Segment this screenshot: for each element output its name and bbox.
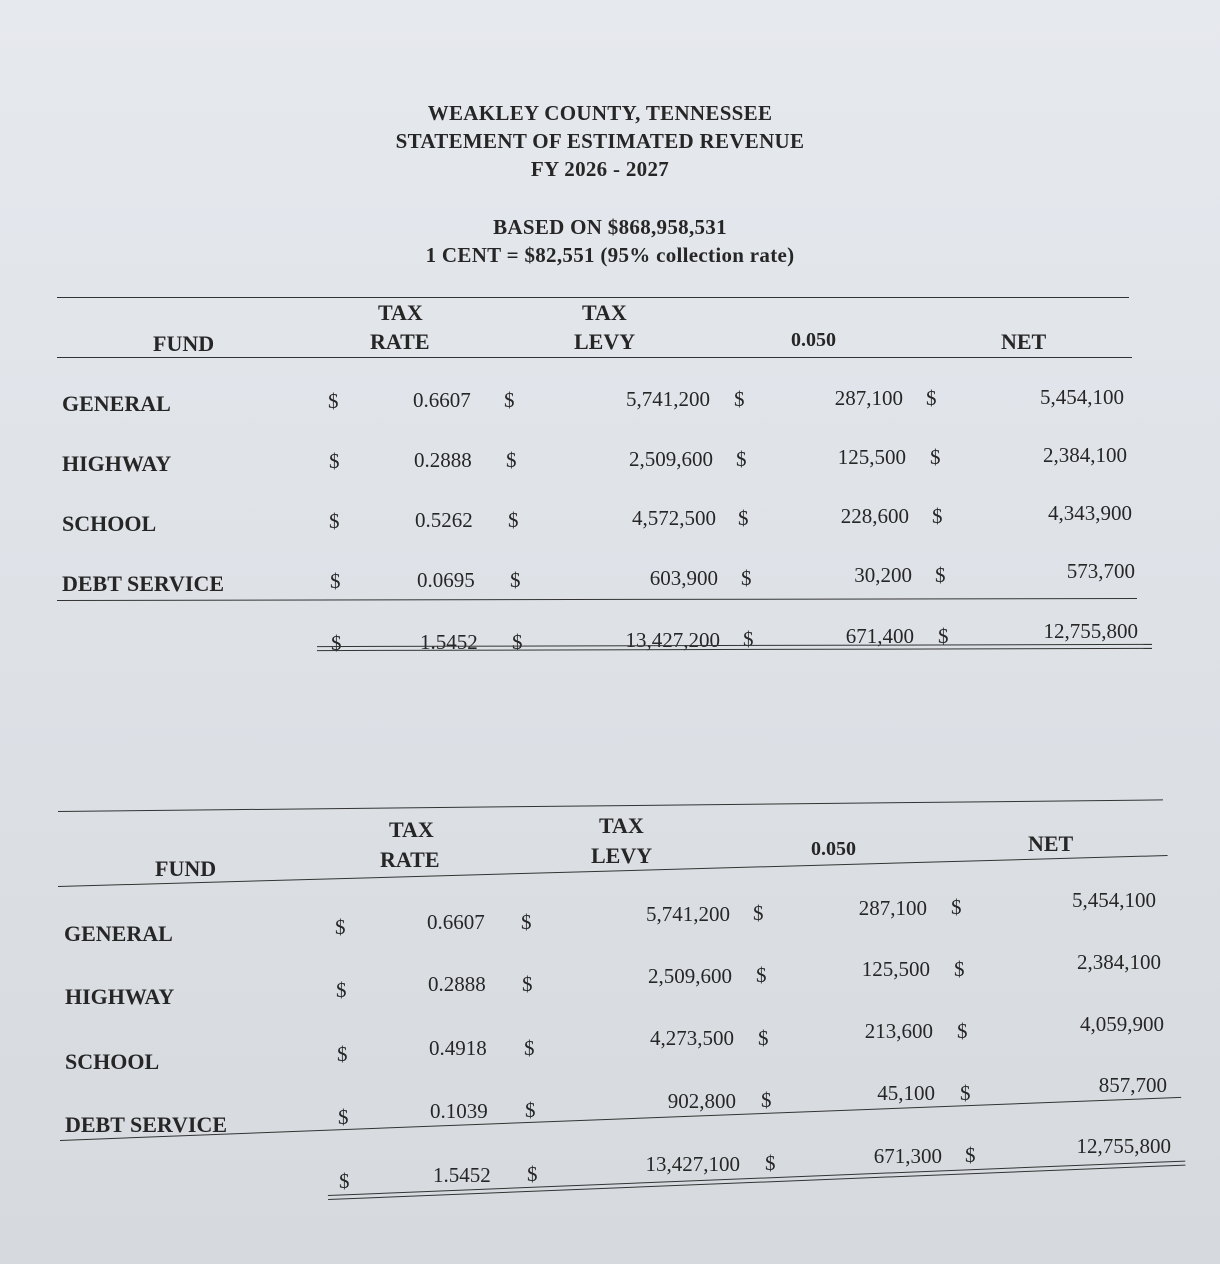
currency-sign: $ [741, 566, 752, 590]
currency-sign: $ [506, 448, 517, 472]
currency-sign: $ [527, 1162, 538, 1186]
header-net: NET [1028, 831, 1074, 856]
total-tax-rate: 1.5452 [420, 630, 478, 654]
table-top-rule [57, 297, 1129, 298]
county-title: WEAKLEY COUNTY, TENNESSEE [427, 101, 773, 125]
currency-sign: $ [335, 915, 346, 939]
row-tax-rate: 0.5262 [415, 508, 473, 532]
row-net: 2,384,100 [1043, 443, 1127, 467]
based-on-value: BASED ON $868,958,531 [493, 215, 727, 239]
total-tax-levy: 13,427,200 [625, 628, 720, 652]
row-collection: 45,100 [877, 1081, 935, 1105]
header-tax-levy-bottom: LEVY [574, 329, 636, 354]
row-tax-levy: 902,800 [667, 1089, 736, 1113]
currency-sign: $ [930, 445, 941, 469]
currency-sign: $ [524, 1036, 535, 1060]
subtotal-rule [57, 598, 1137, 601]
row-tax-levy: 2,509,600 [629, 447, 713, 471]
currency-sign: $ [756, 963, 767, 987]
row-collection: 213,600 [864, 1019, 933, 1043]
row-net: 2,384,100 [1077, 950, 1161, 974]
header-fund: FUND [153, 331, 215, 356]
currency-sign: $ [965, 1143, 976, 1167]
row-tax-levy: 4,273,500 [650, 1026, 734, 1050]
header-tax-rate-top: TAX [378, 300, 423, 325]
currency-sign: $ [734, 387, 745, 411]
row-tax-levy: 2,509,600 [648, 964, 732, 988]
currency-sign: $ [504, 388, 515, 412]
total-net: 12,755,800 [1043, 619, 1138, 643]
header-tax-levy-top: TAX [599, 813, 644, 838]
total-tax-levy: 13,427,100 [645, 1152, 740, 1176]
currency-sign: $ [957, 1019, 968, 1043]
currency-sign: $ [753, 901, 764, 925]
row-fund-label: GENERAL [62, 391, 171, 416]
header-tax-rate-bottom: RATE [380, 847, 440, 872]
currency-sign: $ [525, 1098, 536, 1122]
row-tax-rate: 0.6607 [427, 910, 485, 934]
currency-sign: $ [338, 1105, 349, 1129]
row-net: 4,343,900 [1048, 501, 1132, 525]
row-collection: 287,100 [834, 386, 903, 410]
row-fund-label: DEBT SERVICE [65, 1112, 228, 1137]
row-fund-label: SCHOOL [62, 511, 157, 536]
currency-sign: $ [329, 449, 340, 473]
currency-sign: $ [336, 978, 347, 1002]
header-tax-rate-bottom: RATE [370, 329, 430, 354]
total-tax-rate: 1.5452 [433, 1163, 491, 1187]
currency-sign: $ [329, 509, 340, 533]
row-tax-levy: 5,741,200 [626, 387, 710, 411]
total-net: 12,755,800 [1076, 1134, 1171, 1158]
row-fund-label: SCHOOL [65, 1049, 160, 1074]
row-tax-rate: 0.2888 [414, 448, 472, 472]
currency-sign: $ [522, 972, 533, 996]
currency-sign: $ [765, 1151, 776, 1175]
row-tax-levy: 4,572,500 [632, 506, 716, 530]
row-collection: 30,200 [854, 563, 912, 587]
currency-sign: $ [761, 1088, 772, 1112]
row-net: 5,454,100 [1072, 888, 1156, 912]
currency-sign: $ [758, 1026, 769, 1050]
currency-sign: $ [508, 508, 519, 532]
currency-sign: $ [339, 1169, 350, 1193]
row-net: 5,454,100 [1040, 385, 1124, 409]
header-tax-levy-bottom: LEVY [591, 843, 653, 868]
statement-title: STATEMENT OF ESTIMATED REVENUE [395, 129, 805, 153]
row-tax-rate: 0.2888 [428, 972, 486, 996]
fiscal-year: FY 2026 - 2027 [530, 157, 670, 181]
currency-sign: $ [510, 568, 521, 592]
currency-sign: $ [951, 895, 962, 919]
currency-sign: $ [331, 631, 342, 655]
row-net: 573,700 [1066, 559, 1135, 583]
currency-sign: $ [512, 630, 523, 654]
row-collection: 287,100 [858, 896, 927, 920]
header-tax-rate-top: TAX [389, 817, 434, 842]
currency-sign: $ [926, 386, 937, 410]
header-fund: FUND [155, 856, 217, 881]
currency-sign: $ [743, 627, 754, 651]
currency-sign: $ [935, 563, 946, 587]
header-collection: 0.050 [791, 329, 836, 351]
row-tax-levy: 5,741,200 [646, 902, 730, 926]
currency-sign: $ [337, 1042, 348, 1066]
header-tax-levy-top: TAX [582, 300, 627, 325]
row-tax-rate: 0.4918 [429, 1036, 487, 1060]
row-tax-levy: 603,900 [649, 566, 718, 590]
cent-value: 1 CENT = $82,551 (95% collection rate) [425, 243, 795, 267]
row-collection: 125,500 [861, 957, 930, 981]
row-tax-rate: 0.6607 [413, 388, 471, 412]
table-top-rule [58, 799, 1163, 812]
currency-sign: $ [932, 504, 943, 528]
currency-sign: $ [960, 1081, 971, 1105]
row-net: 857,700 [1098, 1073, 1167, 1097]
row-collection: 228,600 [840, 504, 909, 528]
header-collection: 0.050 [811, 838, 856, 860]
row-fund-label: GENERAL [64, 921, 173, 946]
currency-sign: $ [328, 389, 339, 413]
total-double-rule [317, 644, 1152, 651]
header-bottom-rule [57, 357, 1132, 358]
row-tax-rate: 0.0695 [417, 568, 475, 592]
currency-sign: $ [736, 447, 747, 471]
total-collection: 671,300 [873, 1144, 942, 1168]
row-tax-rate: 0.1039 [430, 1099, 488, 1123]
total-collection: 671,400 [845, 624, 914, 648]
row-collection: 125,500 [837, 445, 906, 469]
currency-sign: $ [938, 624, 949, 648]
row-fund-label: HIGHWAY [62, 451, 172, 476]
row-fund-label: HIGHWAY [65, 984, 175, 1009]
header-net: NET [1001, 329, 1047, 354]
currency-sign: $ [521, 910, 532, 934]
row-net: 4,059,900 [1080, 1012, 1164, 1036]
row-fund-label: DEBT SERVICE [62, 571, 225, 596]
currency-sign: $ [738, 506, 749, 530]
currency-sign: $ [954, 957, 965, 981]
currency-sign: $ [330, 569, 341, 593]
